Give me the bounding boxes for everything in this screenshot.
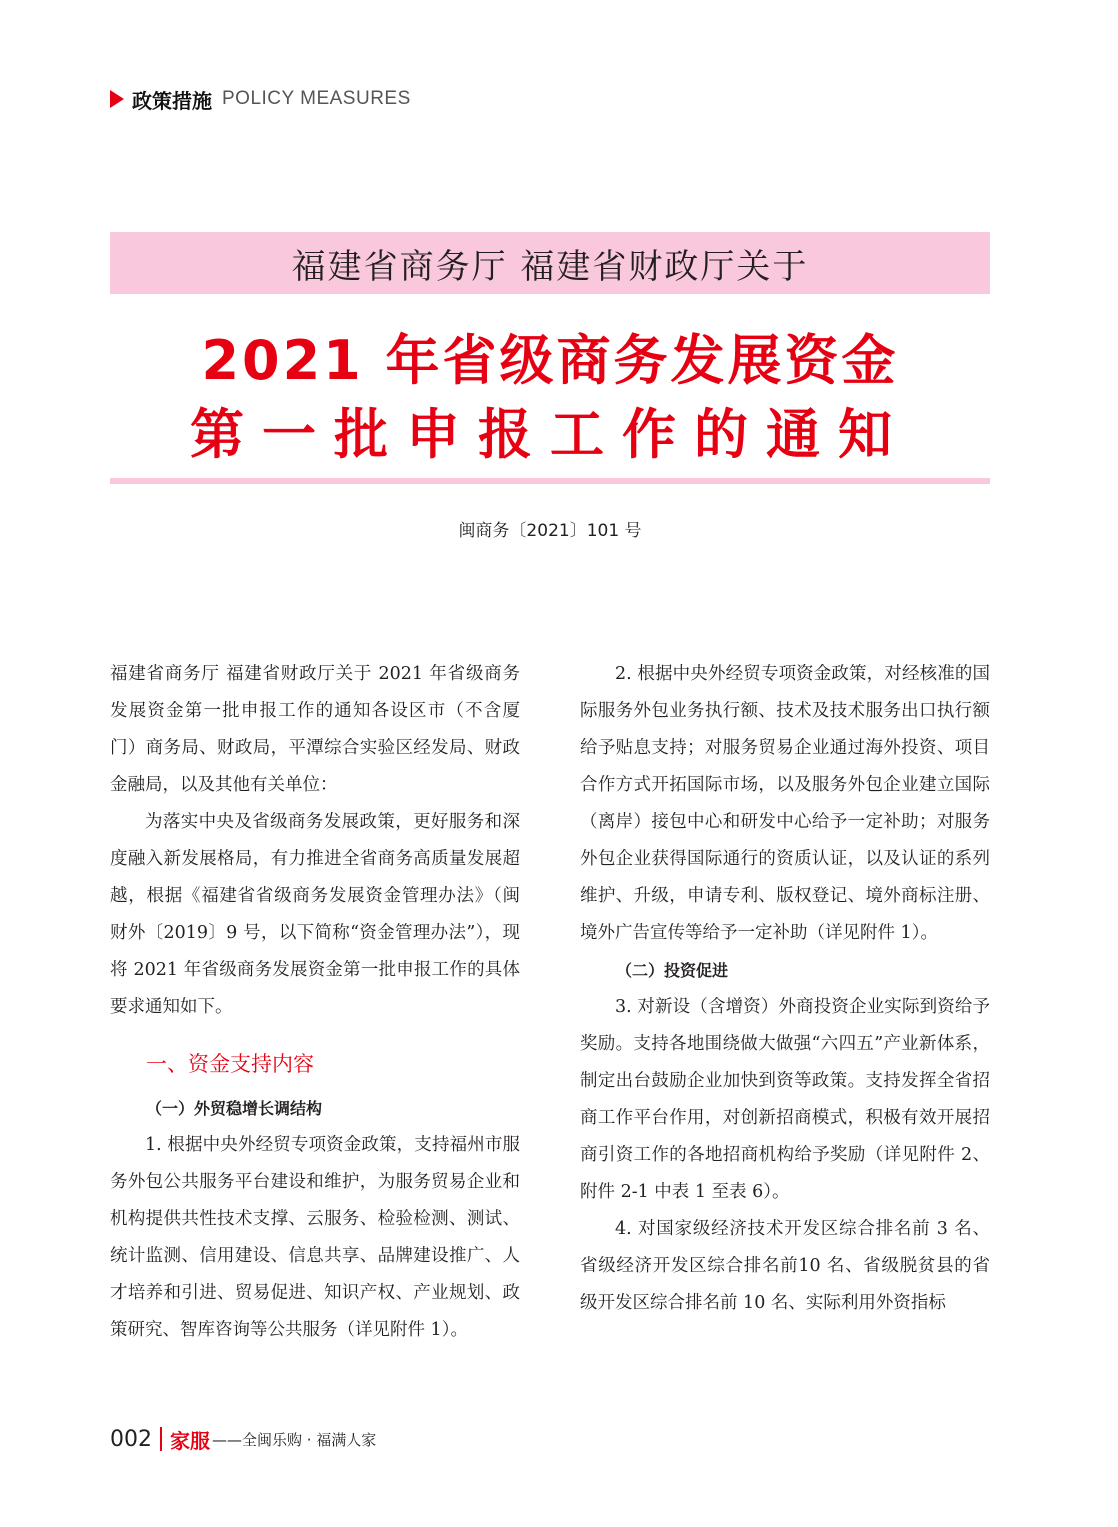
title-line-2: 第一批申报工作的通知	[190, 403, 910, 466]
title-line-1: 2021 年省级商务发展资金	[201, 329, 899, 392]
title-issuers: 福建省商务厅 福建省财政厅关于	[291, 246, 809, 287]
body-paragraph: 4. 对国家级经济技术开发区综合排名前 3 名、省级经济开发区综合排名前10 名、省级脱贫县的省级开发区综合排名前 10 名、实际利用外资指标	[580, 1219, 990, 1313]
footer-divider	[160, 1427, 162, 1451]
right-column	[580, 656, 990, 1322]
section-name-cn: 政策措施	[132, 88, 212, 113]
magazine-slogan: ——全闽乐购 · 福满人家	[212, 1430, 377, 1449]
left-column	[110, 656, 520, 1349]
body-paragraph: 3. 对新设（含增资）外商投资企业实际到资给予奖励。支持各地围绕做大做强“六四五”产业新体系，制定出台鼓励企业加快到资等政策。支持发挥全省招商工作平台作用，对创新招商模式，积极有效开展招商引资工作的各地招商机构给予奖励（详见附件 2、附件 2-1 中表 1 至表 6）。	[580, 997, 990, 1202]
body-paragraph: 2. 根据中央外经贸专项资金政策，对经核准的国际服务外包业务执行额、技术及技术服务出口执行额给予贴息支持；对服务贸易企业通过海外投资、项目合作方式开拓国际市场，以及服务外包企业建立国际（离岸）接包中心和研发中心给予一定补助；对服务外包企业获得国际通行的资质认证，以及认证的系列维护、升级，申请专利、版权登记、境外商标注册、境外广告宣传等给予一定补助（详见附件 1）。	[580, 664, 990, 943]
page-number: 002	[110, 1426, 152, 1452]
magazine-name: 家服	[170, 1428, 210, 1453]
section-heading: 一、资金支持内容	[146, 1052, 314, 1076]
document-number: 闽商务〔2021〕101 号	[458, 521, 642, 541]
section-tag	[110, 86, 411, 112]
page-footer	[110, 1424, 376, 1454]
subsection-heading: （一）外贸稳增长调结构	[146, 1099, 323, 1118]
title-band	[110, 232, 990, 294]
triangle-arrow-icon	[110, 90, 124, 108]
body-paragraph: 1. 根据中央外经贸专项资金政策，支持福州市服务外包公共服务平台建设和维护，为服务贸易企业和机构提供共性技术支撑、云服务、检验检测、测试、统计监测、信用建设、信息共享、品牌建设推广、人才培养和引进、贸易促进、知识产权、产业规划、政策研究、智库咨询等公共服务（详见附件 1）。	[110, 1135, 520, 1340]
section-name-en: POLICY MEASURES	[222, 88, 411, 109]
title-divider	[110, 478, 990, 484]
salutation-paragraph: 福建省商务厅 福建省财政厅关于 2021 年省级商务发展资金第一批申报工作的通知各设区市（不含厦门）商务局、财政局，平潭综合实验区经发局、财政金融局，以及其他有关单位：	[110, 664, 520, 795]
intro-paragraph: 为落实中央及省级商务发展政策，更好服务和深度融入新发展格局，有力推进全省商务高质量发展超越，根据《福建省省级商务发展资金管理办法》（闽财外〔2019〕9 号，以下简称“资金管理办法”），现将 2021 年省级商务发展资金第一批申报工作的具体要求通知如下。	[110, 812, 520, 1017]
subsection-heading: （二）投资促进	[616, 961, 729, 980]
